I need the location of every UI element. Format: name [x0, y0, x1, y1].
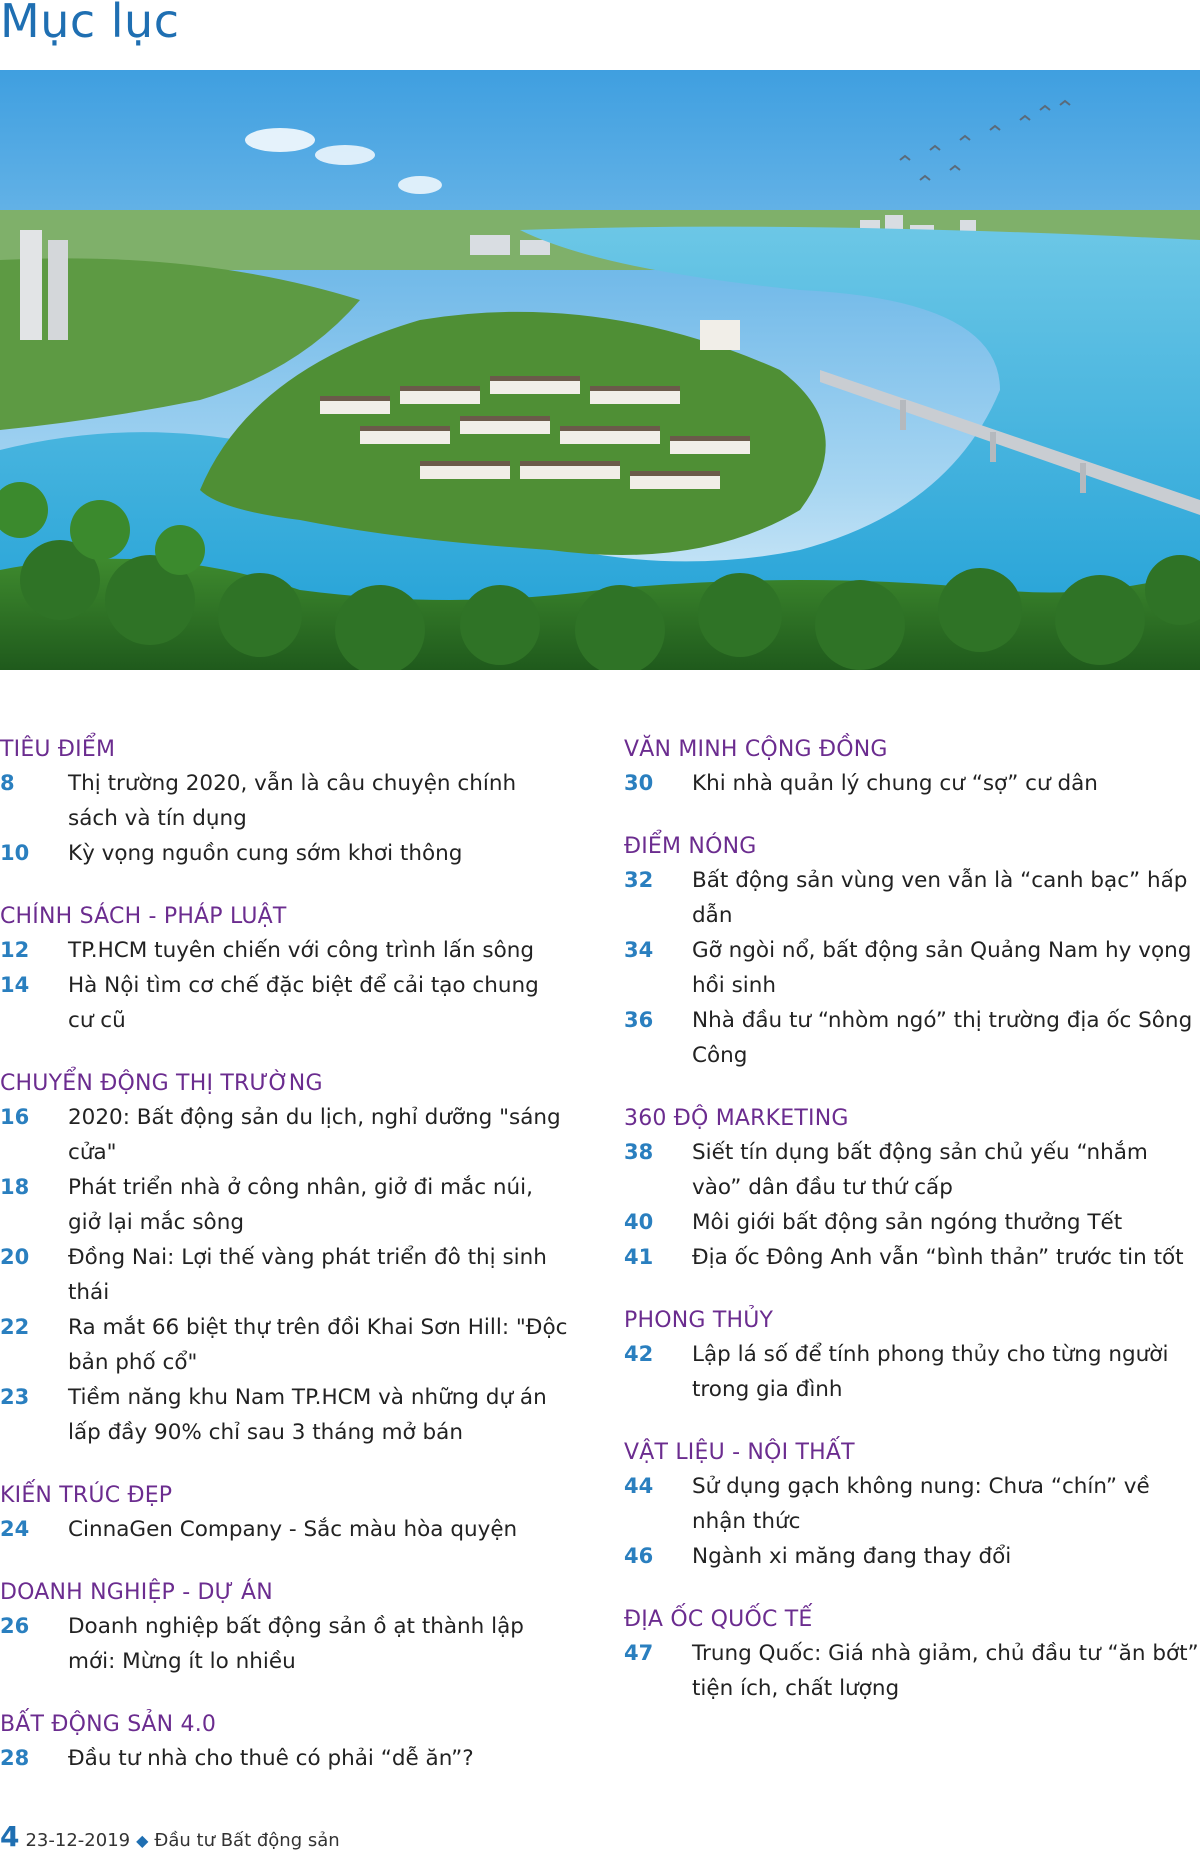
section-title: KIẾN TRÚC ĐẸP [0, 1483, 173, 1508]
entry-title: Thị trường 2020, vẫn là câu chuyện chính sách và tín dụng [68, 771, 517, 831]
entry-page-number: 20 [0, 1245, 30, 1269]
aerial-riverside-city-image [0, 70, 1200, 670]
entry-title: CinnaGen Company - Sắc màu hòa quyện [68, 1517, 518, 1542]
entry-page-number: 24 [0, 1517, 30, 1541]
entry-page-number: 16 [0, 1105, 30, 1129]
entry-title: Đầu tư nhà cho thuê có phải “dễ ăn”? [68, 1746, 474, 1771]
toc-entry[interactable] [624, 1205, 1200, 1240]
entry-page-number: 44 [624, 1474, 654, 1498]
entry-page-number: 38 [624, 1140, 654, 1164]
section-title: VẬT LIỆU - NỘI THẤT [624, 1440, 855, 1465]
toc-entry[interactable] [624, 1469, 1200, 1539]
entry-title: Khi nhà quản lý chung cư “sợ” cư dân [692, 771, 1098, 796]
entry-page-number: 28 [0, 1746, 30, 1770]
entry-page-number: 23 [0, 1385, 30, 1409]
toc-entry[interactable] [624, 1636, 1200, 1706]
entry-page-number: 14 [0, 973, 30, 997]
toc-section [0, 1480, 570, 1547]
entry-page-number: 8 [0, 771, 15, 795]
entry-title: Ra mắt 66 biệt thự trên đồi Khai Sơn Hill: "Độc bản phố cổ" [68, 1315, 568, 1375]
entry-page-number: 47 [624, 1641, 654, 1665]
toc-section [624, 1103, 1200, 1275]
entry-page-number: 36 [624, 1008, 654, 1032]
section-title: BẤT ĐỘNG SẢN 4.0 [0, 1712, 217, 1737]
entry-title: Đồng Nai: Lợi thế vàng phát triển đô thị sinh thái [68, 1245, 547, 1305]
toc-section [624, 1305, 1200, 1407]
entry-page-number: 42 [624, 1342, 654, 1366]
toc-entry[interactable] [624, 766, 1200, 801]
footer-date: 23-12-2019 [25, 1830, 131, 1851]
section-title: CHÍNH SÁCH - PHÁP LUẬT [0, 904, 287, 929]
entry-page-number: 41 [624, 1245, 654, 1269]
toc-left-column [0, 734, 570, 1806]
toc-right-column [624, 734, 1200, 1736]
entry-title: Địa ốc Đông Anh vẫn “bình thản” trước tin tốt [692, 1245, 1184, 1270]
entry-title: Hà Nội tìm cơ chế đặc biệt để cải tạo chung cư cũ [68, 973, 539, 1033]
entry-page-number: 22 [0, 1315, 30, 1339]
toc-section [0, 1577, 570, 1679]
toc-entry[interactable] [624, 1135, 1200, 1205]
section-title: ĐIỂM NÓNG [624, 834, 757, 859]
toc-entry[interactable] [0, 1310, 570, 1380]
entry-title: 2020: Bất động sản du lịch, nghỉ dưỡng "sáng cửa" [68, 1105, 561, 1165]
toc-entry[interactable] [624, 1003, 1200, 1073]
entry-title: TP.HCM tuyên chiến với công trình lấn sông [68, 938, 535, 963]
section-title: DOANH NGHIỆP - DỰ ÁN [0, 1580, 273, 1605]
entry-title: Tiềm năng khu Nam TP.HCM và những dự án lấp đầy 90% chỉ sau 3 tháng mở bán [68, 1385, 547, 1445]
toc-entry[interactable] [0, 968, 570, 1038]
entry-title: Ngành xi măng đang thay đổi [692, 1544, 1012, 1569]
entry-page-number: 30 [624, 771, 654, 795]
diamond-icon: ◆ [136, 1831, 149, 1850]
entry-title: Nhà đầu tư “nhòm ngó” thị trường địa ốc Sông Công [692, 1008, 1193, 1068]
entry-page-number: 32 [624, 868, 654, 892]
entry-title: Sử dụng gạch không nung: Chưa “chín” về nhận thức [692, 1474, 1150, 1534]
footer-publication: Đầu tư Bất động sản [154, 1830, 340, 1851]
entry-title: Gỡ ngòi nổ, bất động sản Quảng Nam hy vọng hồi sinh [692, 938, 1192, 998]
toc-section [0, 734, 570, 871]
toc-entry[interactable] [624, 1240, 1200, 1275]
entry-title: Trung Quốc: Giá nhà giảm, chủ đầu tư “ăn bớt” tiện ích, chất lượng [692, 1641, 1199, 1701]
toc-entry[interactable] [624, 1337, 1200, 1407]
toc-entry[interactable] [0, 1380, 570, 1450]
toc-entry[interactable] [624, 1539, 1200, 1574]
section-title: 360 ĐỘ MARKETING [624, 1106, 849, 1131]
toc-section [0, 901, 570, 1038]
toc-section [624, 734, 1200, 801]
toc-entry[interactable] [0, 1240, 570, 1310]
entry-page-number: 12 [0, 938, 30, 962]
section-title: VĂN MINH CỘNG ĐỒNG [624, 737, 888, 762]
toc-entry[interactable] [0, 766, 570, 836]
entry-title: Phát triển nhà ở công nhân, giở đi mắc núi, giở lại mắc sông [68, 1175, 533, 1235]
toc-section [0, 1068, 570, 1450]
toc-entry[interactable] [0, 1170, 570, 1240]
toc-entry[interactable] [0, 933, 570, 968]
entry-page-number: 40 [624, 1210, 654, 1234]
section-title: TIÊU ĐIỂM [0, 737, 116, 762]
footer-page-number: 4 [0, 1820, 20, 1853]
page-footer [0, 1820, 340, 1853]
section-title: PHONG THỦY [624, 1308, 774, 1333]
toc-entry[interactable] [624, 933, 1200, 1003]
entry-title: Doanh nghiệp bất động sản ồ ạt thành lập mới: Mừng ít lo nhiều [68, 1614, 524, 1674]
entry-title: Lập lá số để tính phong thủy cho từng người trong gia đình [692, 1342, 1169, 1402]
entry-page-number: 10 [0, 841, 30, 865]
entry-title: Bất động sản vùng ven vẫn là “canh bạc” hấp dẫn [692, 868, 1188, 928]
toc-entry[interactable] [0, 1100, 570, 1170]
entry-title: Môi giới bất động sản ngóng thưởng Tết [692, 1210, 1123, 1235]
toc-entry[interactable] [0, 1741, 570, 1776]
entry-title: Kỳ vọng nguồn cung sớm khơi thông [68, 841, 463, 866]
entry-title: Siết tín dụng bất động sản chủ yếu “nhắm vào” dân đầu tư thứ cấp [692, 1140, 1148, 1200]
toc-entry[interactable] [624, 863, 1200, 933]
toc-entry[interactable] [0, 1512, 570, 1547]
entry-page-number: 34 [624, 938, 654, 962]
toc-section [0, 1709, 570, 1776]
toc-section [624, 831, 1200, 1073]
entry-page-number: 46 [624, 1544, 654, 1568]
toc-entry[interactable] [0, 836, 570, 871]
section-title: ĐỊA ỐC QUỐC TẾ [624, 1607, 813, 1632]
toc-section [624, 1437, 1200, 1574]
toc-entry[interactable] [0, 1609, 570, 1679]
section-title: CHUYỂN ĐỘNG THỊ TRƯỜNG [0, 1071, 323, 1096]
entry-page-number: 18 [0, 1175, 30, 1199]
toc-section [624, 1604, 1200, 1706]
page-title: Mục lục [0, 0, 180, 48]
entry-page-number: 26 [0, 1614, 30, 1638]
